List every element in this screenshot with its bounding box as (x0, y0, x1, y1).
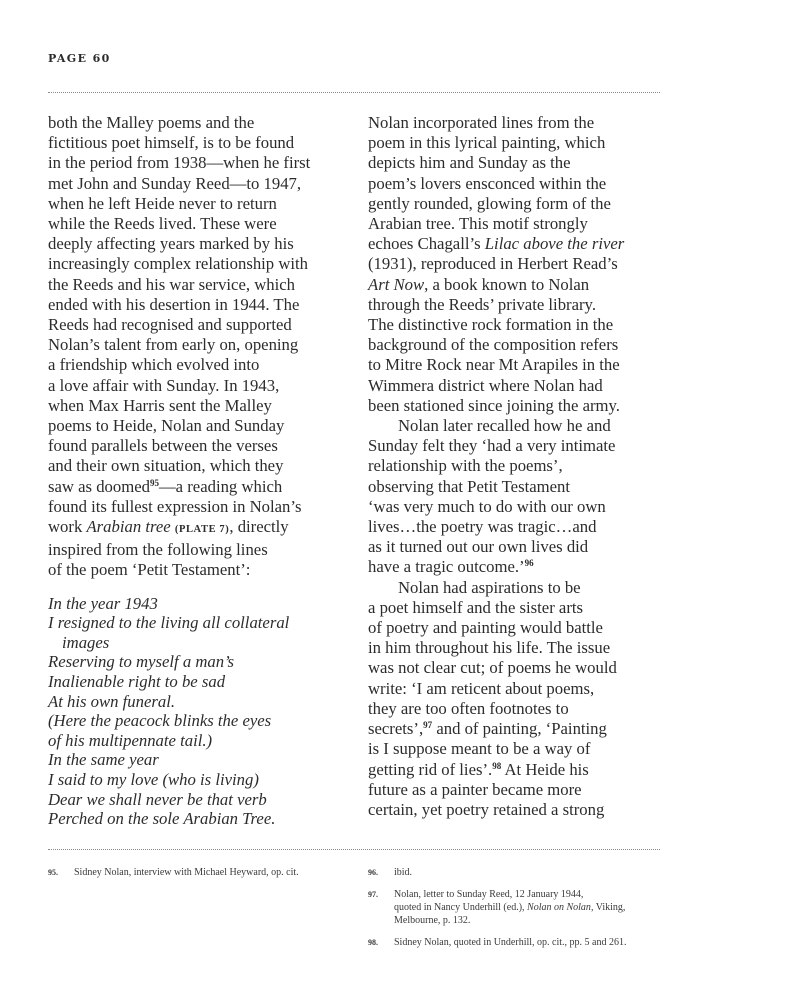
body-line: met John and Sunday Reed—to 1947, (48, 173, 302, 193)
body-line: fictitious poet himself, is to be found (48, 133, 295, 153)
footnotes-left (48, 866, 348, 888)
body-line (368, 275, 664, 295)
body-text: , directly (229, 517, 289, 537)
body-line: depicts him and Sunday as the (368, 153, 571, 173)
body-line (368, 557, 664, 577)
page-number: PAGE 60 (48, 52, 111, 65)
book-title: Art Now (368, 274, 425, 294)
body-line: Nolan later recalled how he and (398, 416, 611, 436)
poem-line: (Here the peacock blinks the eyes (48, 711, 272, 731)
body-text: —a reading which (158, 476, 283, 496)
poem-line: I resigned to the living all collateral (48, 613, 290, 633)
body-text: secrets’, (368, 719, 424, 739)
body-line: and their own situation, which they (48, 456, 284, 476)
body-line (368, 760, 664, 780)
body-line: The distinctive rock formation in the (368, 315, 614, 335)
poem-line: images (62, 632, 110, 652)
footnote-96 (368, 866, 668, 879)
body-text: have a tragic outcome.’ (368, 557, 525, 577)
body-line: Sunday felt they ‘had a very intimate (368, 436, 616, 456)
body-line: (1931), reproduced in Herbert Read’s (368, 254, 618, 274)
plate-reference: (PLATE 7) (174, 524, 230, 536)
footnote-98 (368, 936, 668, 949)
body-line: inspired from the following lines (48, 540, 268, 560)
body-line: ‘was very much to do with our own (368, 496, 606, 516)
body-line: deeply affecting years marked by his (48, 234, 294, 254)
footnote-divider (48, 849, 660, 850)
footnote-number: 98. (368, 938, 378, 947)
body-line: Nolan had aspirations to be (398, 577, 581, 597)
footnote-ref-98[interactable]: 98 (492, 760, 502, 771)
body-line: relationship with the poems’, (368, 456, 563, 476)
body-text: getting rid of lies’. (368, 759, 493, 779)
body-line (48, 517, 348, 540)
footnote-text (368, 901, 668, 914)
body-line: is I suppose meant to be a way of (368, 739, 591, 759)
body-line: Wimmera district where Nolan had (368, 375, 603, 395)
poem-line: In the year 1943 (48, 593, 158, 613)
body-line: ended with his desertion in 1944. The (48, 294, 300, 314)
poem-line: At his own funeral. (48, 691, 176, 711)
body-line: been stationed since joining the army. (368, 395, 620, 415)
body-line: a friendship which evolved into (48, 355, 260, 375)
artwork-title: Arabian tree (86, 517, 171, 537)
poem-line: Perched on the sole Arabian Tree. (48, 809, 276, 829)
body-line: gently rounded, glowing form of the (368, 193, 611, 213)
body-line: of poetry and painting would battle (368, 618, 603, 638)
body-line: in the period from 1938—when he first (48, 153, 311, 173)
artwork-title: Lilac above the river (484, 234, 625, 254)
body-text: saw as doomed (48, 476, 150, 496)
body-line: when Max Harris sent the Malley (48, 395, 272, 415)
footnote-95 (48, 866, 348, 879)
footnote-number: 97. (368, 890, 378, 899)
body-line: observing that Petit Testament (368, 476, 570, 496)
body-line: increasingly complex relationship with (48, 254, 308, 274)
body-text: work (48, 517, 87, 537)
body-line: a love affair with Sunday. In 1943, (48, 375, 280, 395)
footnote-ref-96[interactable]: 96 (524, 558, 534, 569)
body-line: Reeds had recognised and supported (48, 315, 292, 335)
body-line: poems to Heide, Nolan and Sunday (48, 416, 285, 436)
poem-quote (48, 594, 348, 829)
footnote-text: ibid. (394, 867, 413, 878)
body-line: found parallels between the verses (48, 436, 278, 456)
body-line: when he left Heide never to return (48, 193, 277, 213)
body-line: lives…the poetry was tragic…and (368, 517, 597, 537)
body-line (368, 719, 664, 739)
body-line: background of the composition refers (368, 335, 619, 355)
header-divider (48, 92, 660, 93)
footnote-text: Sidney Nolan, quoted in Underhill, op. cit., pp. 5 and 261. (394, 937, 627, 948)
body-line (48, 477, 348, 497)
body-line: of the poem ‘Petit Testament’: (48, 560, 251, 580)
footnote-ref-95[interactable]: 95 (149, 477, 159, 488)
body-line: poem’s lovers ensconced within the (368, 173, 607, 193)
footnote-text: quoted in Nancy Underhill (ed.), (394, 902, 525, 913)
body-line: a poet himself and the sister arts (368, 597, 584, 617)
footnote-text: Nolan, letter to Sunday Reed, 12 January 1944, (394, 889, 584, 900)
footnote-text: Sidney Nolan, interview with Michael Heyward, op. cit. (74, 867, 299, 878)
body-line: in him throughout his life. The issue (368, 638, 611, 658)
body-line (368, 234, 664, 254)
body-line: they are too often footnotes to (368, 698, 569, 718)
body-line: while the Reeds lived. These were (48, 214, 277, 234)
body-line: was not clear cut; of poems he would (368, 658, 617, 678)
body-text: and of painting, ‘Painting (432, 719, 607, 739)
body-text: , a book known to Nolan (424, 274, 590, 294)
body-line: both the Malley poems and the (48, 113, 255, 132)
body-text: echoes Chagall’s (368, 234, 485, 254)
body-line: to Mitre Rock near Mt Arapiles in the (368, 355, 620, 375)
footnote-number: 95. (48, 868, 58, 877)
poem-line: Inalienable right to be sad (48, 672, 226, 692)
footnote-text: Melbourne, p. 132. (394, 915, 471, 926)
body-text: At Heide his (501, 759, 589, 779)
body-column-right (368, 113, 664, 820)
body-line: the Reeds and his war service, which (48, 274, 295, 294)
body-line: certain, yet poetry retained a strong (368, 799, 605, 819)
footnote-number: 96. (368, 868, 378, 877)
footnotes-right (368, 866, 668, 958)
poem-line: Reserving to myself a man’s (48, 652, 235, 672)
body-column-left (48, 113, 348, 829)
poem-line: In the same year (48, 750, 159, 770)
body-line: poem in this lyrical painting, which (368, 133, 606, 153)
footnote-ref-97[interactable]: 97 (423, 720, 433, 731)
footnote-97 (368, 888, 668, 927)
body-line: Nolan’s talent from early on, opening (48, 335, 299, 355)
body-line: Arabian tree. This motif strongly (368, 214, 588, 234)
poem-line: I said to my love (who is living) (48, 770, 259, 790)
footnote-text: , Viking, (590, 902, 626, 913)
poem-line: Dear we shall never be that verb (48, 789, 267, 809)
body-line: through the Reeds’ private library. (368, 294, 596, 314)
poem-line: of his multipennate tail.) (48, 730, 213, 750)
body-line: as it turned out our own lives did (368, 537, 589, 557)
body-line: write: ‘I am reticent about poems, (368, 678, 595, 698)
body-line: Nolan incorporated lines from the (368, 113, 595, 132)
body-line: found its fullest expression in Nolan’s (48, 496, 302, 516)
book-title: Nolan on Nolan (527, 902, 591, 913)
body-line: future as a painter became more (368, 779, 582, 799)
